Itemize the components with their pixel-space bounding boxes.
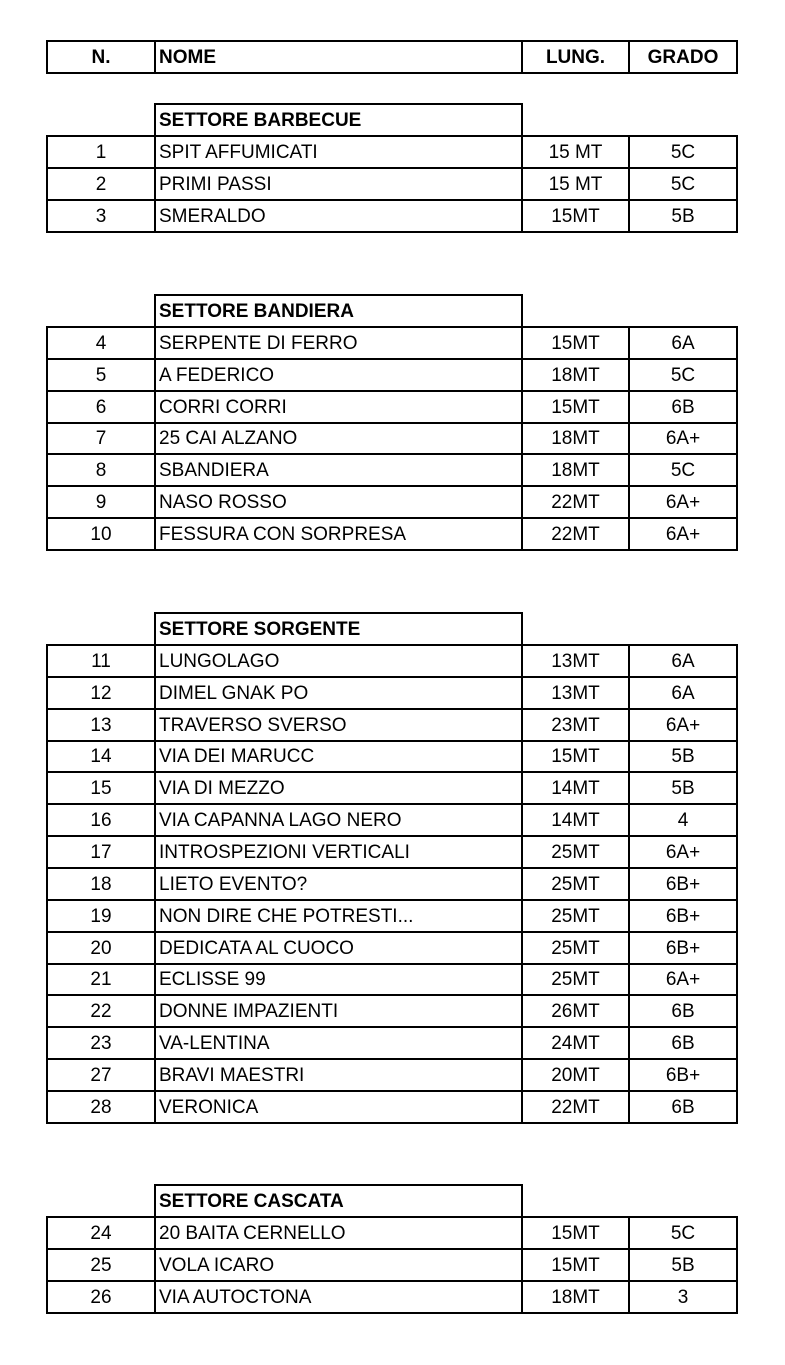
route-grade: 6B [628, 994, 738, 1028]
route-number: 23 [46, 1026, 156, 1060]
route-name: VIA AUTOCTONA [154, 1280, 523, 1314]
route-name: NON DIRE CHE POTRESTI... [154, 899, 523, 933]
route-name: CORRI CORRI [154, 390, 523, 424]
route-number: 18 [46, 867, 156, 901]
route-length: 15MT [521, 740, 630, 773]
route-grade: 6B+ [628, 1058, 738, 1092]
route-number: 17 [46, 835, 156, 869]
route-length: 15MT [521, 1248, 630, 1282]
route-length: 18MT [521, 1280, 630, 1314]
route-name: VA-LENTINA [154, 1026, 523, 1060]
route-name: VIA DEI MARUCC [154, 740, 523, 773]
route-length: 22MT [521, 485, 630, 519]
route-name: SMERALDO [154, 199, 523, 233]
route-grade: 6A+ [628, 835, 738, 869]
route-length: 15MT [521, 1216, 630, 1250]
route-name: LIETO EVENTO? [154, 867, 523, 901]
route-length: 15MT [521, 199, 630, 233]
route-grade: 6B [628, 1090, 738, 1124]
header-nome: NOME [154, 40, 523, 74]
route-length: 25MT [521, 867, 630, 901]
sector-title: SETTORE BARBECUE [154, 103, 523, 137]
route-grade: 6A [628, 676, 738, 710]
route-grade: 6A [628, 326, 738, 360]
header-n: N. [46, 40, 156, 74]
route-length: 18MT [521, 358, 630, 392]
route-name: VOLA ICARO [154, 1248, 523, 1282]
route-grade: 5B [628, 199, 738, 233]
route-grade: 6B+ [628, 899, 738, 933]
route-grade: 6A+ [628, 485, 738, 519]
route-number: 25 [46, 1248, 156, 1282]
route-number: 27 [46, 1058, 156, 1092]
sector-title: SETTORE CASCATA [154, 1184, 523, 1218]
route-name: PRIMI PASSI [154, 167, 523, 201]
route-grade: 5C [628, 167, 738, 201]
route-number: 7 [46, 422, 156, 455]
route-number: 20 [46, 931, 156, 965]
route-length: 25MT [521, 899, 630, 933]
route-length: 15 MT [521, 135, 630, 169]
route-grade: 4 [628, 803, 738, 837]
route-length: 26MT [521, 994, 630, 1028]
route-name: DIMEL GNAK PO [154, 676, 523, 710]
route-number: 28 [46, 1090, 156, 1124]
route-length: 24MT [521, 1026, 630, 1060]
route-number: 5 [46, 358, 156, 392]
route-grade: 6A [628, 644, 738, 678]
route-grade: 6B [628, 1026, 738, 1060]
route-name: VIA CAPANNA LAGO NERO [154, 803, 523, 837]
route-length: 23MT [521, 708, 630, 742]
route-grade: 6A+ [628, 422, 738, 455]
route-number: 15 [46, 771, 156, 805]
route-name: SPIT AFFUMICATI [154, 135, 523, 169]
route-number: 11 [46, 644, 156, 678]
header-grado: GRADO [628, 40, 738, 74]
route-number: 9 [46, 485, 156, 519]
sector-title: SETTORE BANDIERA [154, 294, 523, 328]
route-number: 8 [46, 453, 156, 487]
route-grade: 5C [628, 135, 738, 169]
route-name: DONNE IMPAZIENTI [154, 994, 523, 1028]
route-grade: 5B [628, 740, 738, 773]
route-number: 12 [46, 676, 156, 710]
route-grade: 6A+ [628, 708, 738, 742]
route-name: LUNGOLAGO [154, 644, 523, 678]
route-length: 15MT [521, 326, 630, 360]
route-number: 4 [46, 326, 156, 360]
route-name: INTROSPEZIONI VERTICALI [154, 835, 523, 869]
header-lung: LUNG. [521, 40, 630, 74]
route-grade: 6B+ [628, 867, 738, 901]
route-grade: 5B [628, 771, 738, 805]
route-grade: 6B [628, 390, 738, 424]
route-number: 21 [46, 963, 156, 996]
route-number: 14 [46, 740, 156, 773]
route-number: 2 [46, 167, 156, 201]
route-length: 13MT [521, 676, 630, 710]
route-number: 10 [46, 517, 156, 551]
route-name: 25 CAI ALZANO [154, 422, 523, 455]
route-name: A FEDERICO [154, 358, 523, 392]
route-number: 19 [46, 899, 156, 933]
route-grade: 6A+ [628, 963, 738, 996]
route-number: 6 [46, 390, 156, 424]
route-number: 22 [46, 994, 156, 1028]
route-grade: 6B+ [628, 931, 738, 965]
route-name: BRAVI MAESTRI [154, 1058, 523, 1092]
route-length: 22MT [521, 1090, 630, 1124]
route-grade: 3 [628, 1280, 738, 1314]
route-name: 20 BAITA CERNELLO [154, 1216, 523, 1250]
route-name: SERPENTE DI FERRO [154, 326, 523, 360]
route-length: 14MT [521, 803, 630, 837]
route-name: NASO ROSSO [154, 485, 523, 519]
route-length: 18MT [521, 453, 630, 487]
route-length: 25MT [521, 931, 630, 965]
route-length: 25MT [521, 963, 630, 996]
sector-title: SETTORE SORGENTE [154, 612, 523, 646]
route-number: 1 [46, 135, 156, 169]
route-name: VIA DI MEZZO [154, 771, 523, 805]
route-name: DEDICATA AL CUOCO [154, 931, 523, 965]
route-length: 14MT [521, 771, 630, 805]
route-grade: 5B [628, 1248, 738, 1282]
route-number: 24 [46, 1216, 156, 1250]
route-grade: 5C [628, 358, 738, 392]
route-length: 18MT [521, 422, 630, 455]
route-length: 20MT [521, 1058, 630, 1092]
route-name: TRAVERSO SVERSO [154, 708, 523, 742]
route-number: 3 [46, 199, 156, 233]
route-length: 25MT [521, 835, 630, 869]
route-name: VERONICA [154, 1090, 523, 1124]
route-name: FESSURA CON SORPRESA [154, 517, 523, 551]
route-grade: 6A+ [628, 517, 738, 551]
route-number: 13 [46, 708, 156, 742]
route-number: 16 [46, 803, 156, 837]
route-length: 15MT [521, 390, 630, 424]
route-name: SBANDIERA [154, 453, 523, 487]
route-name: ECLISSE 99 [154, 963, 523, 996]
route-length: 22MT [521, 517, 630, 551]
route-number: 26 [46, 1280, 156, 1314]
route-length: 13MT [521, 644, 630, 678]
route-grade: 5C [628, 1216, 738, 1250]
route-length: 15 MT [521, 167, 630, 201]
route-grade: 5C [628, 453, 738, 487]
